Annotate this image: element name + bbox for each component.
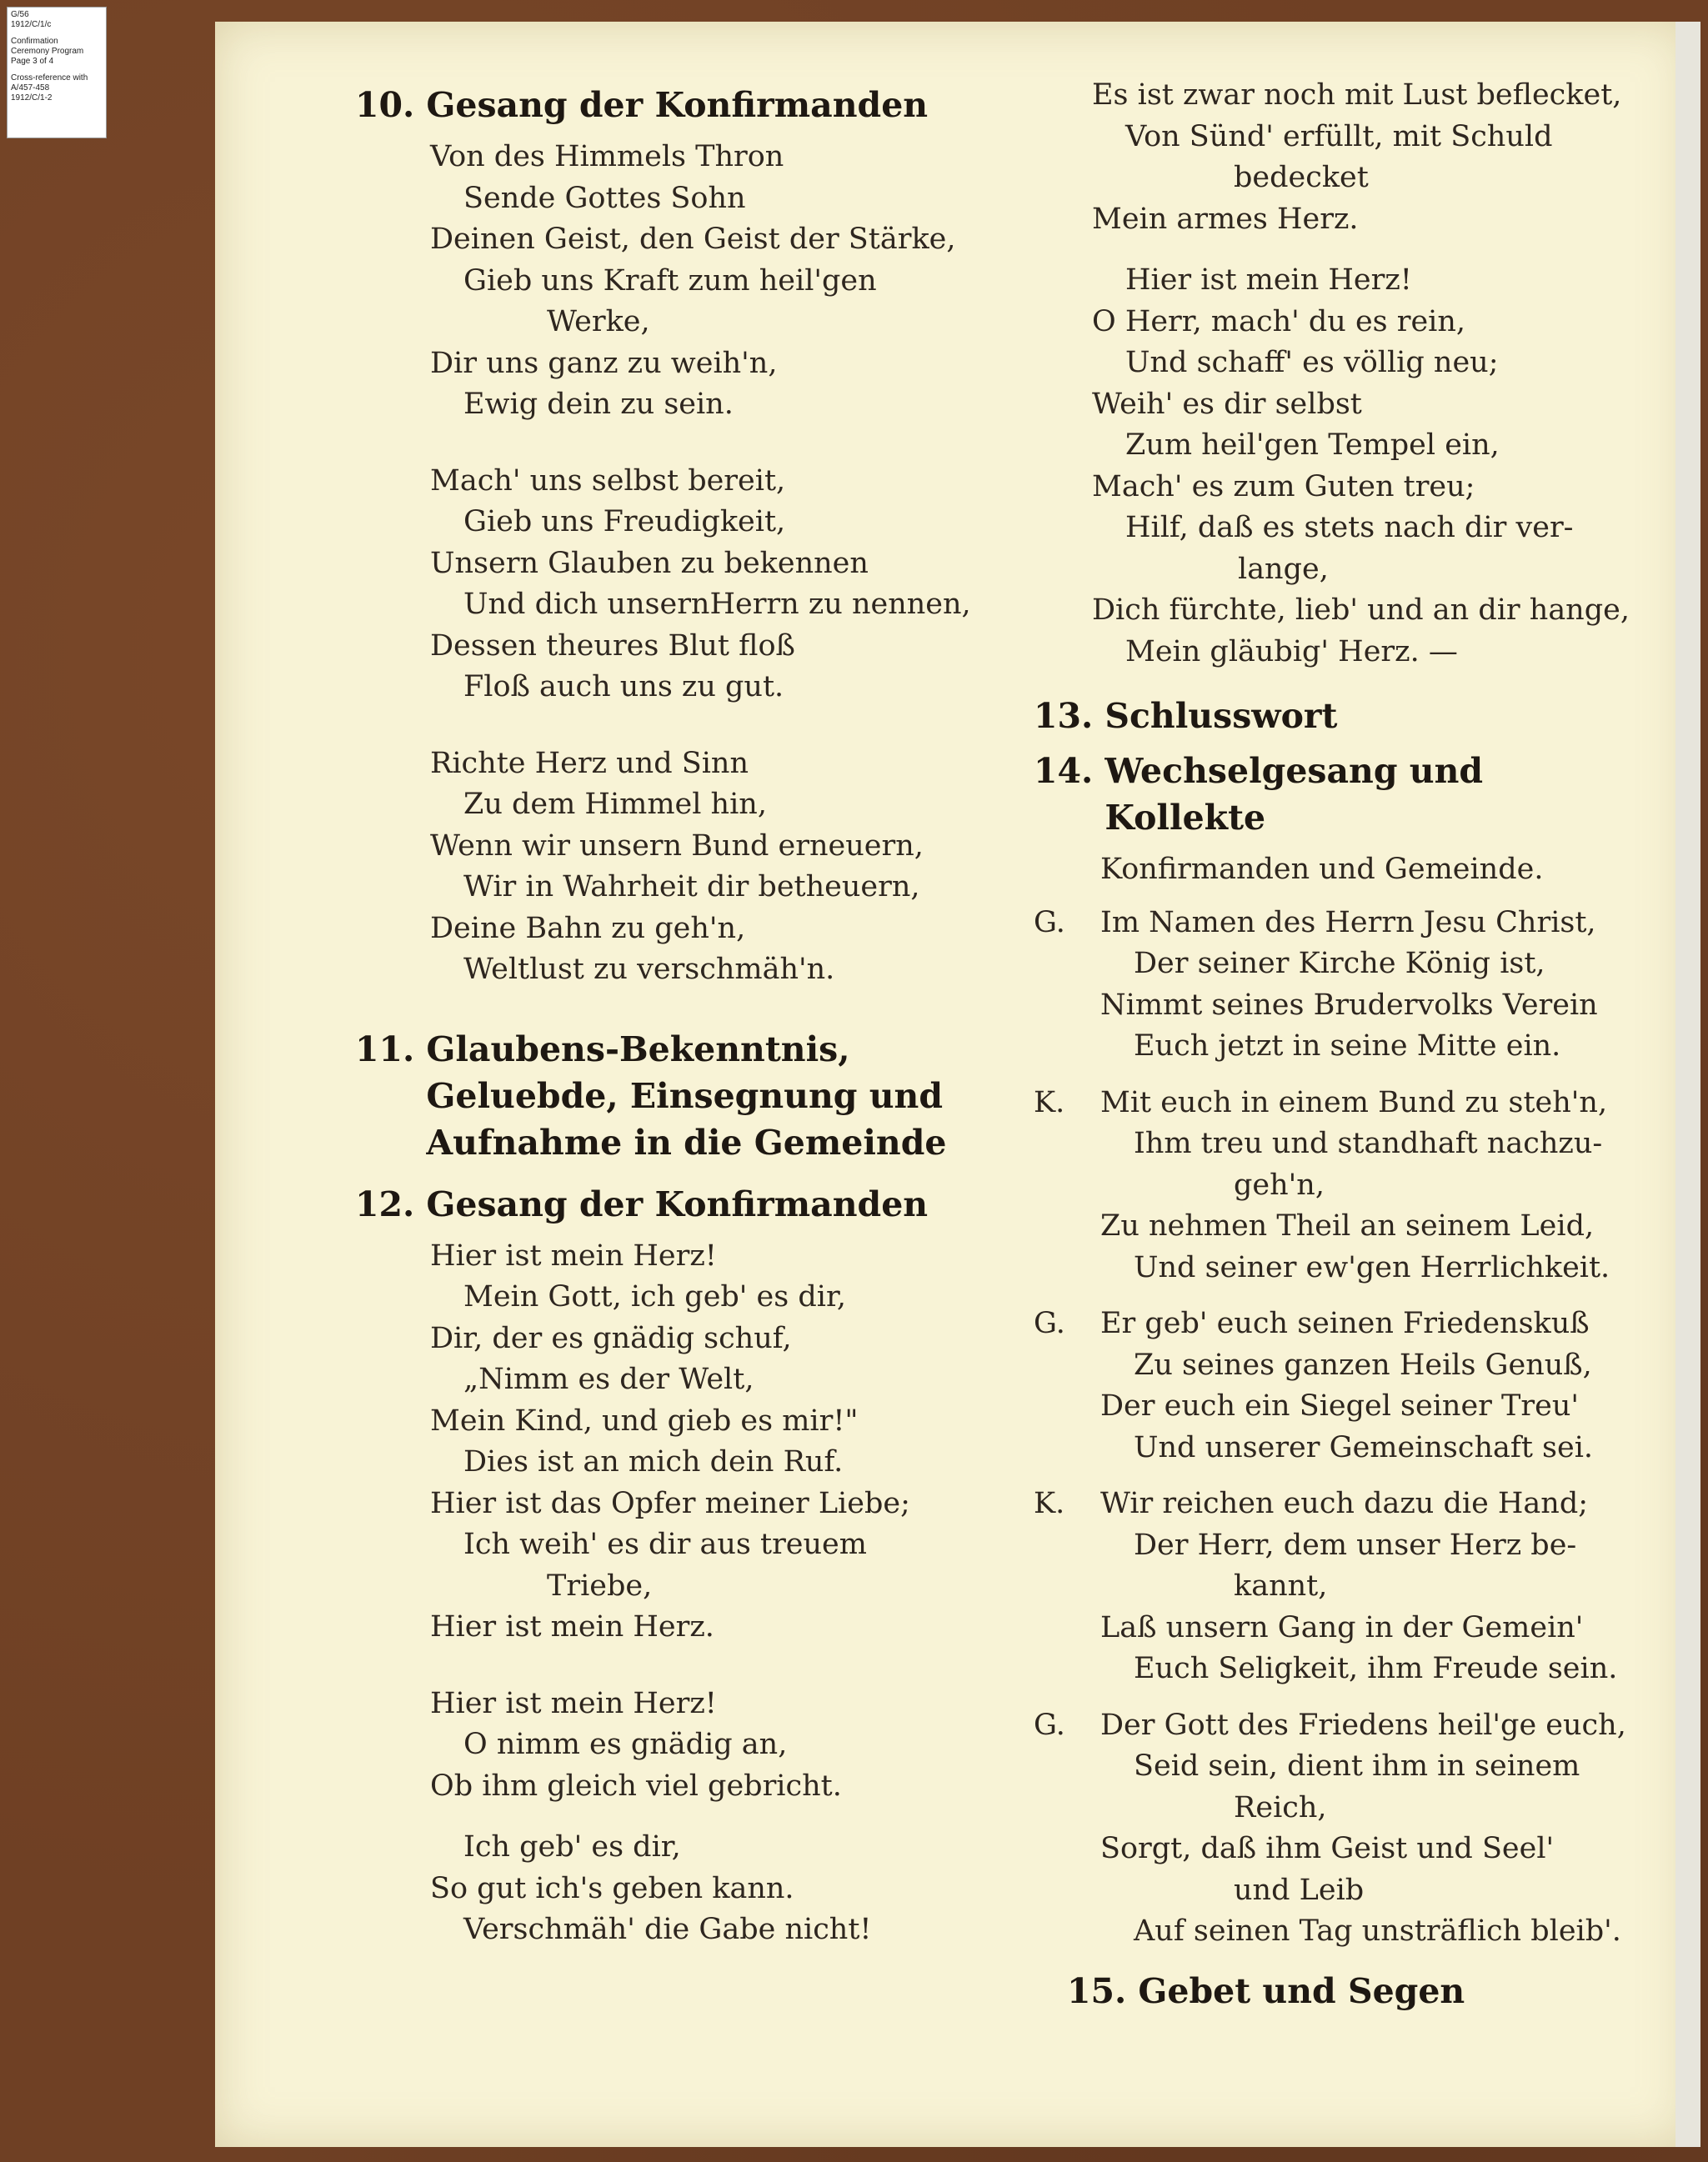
label-line: 1912/C/1/c (11, 20, 52, 29)
label-line: Ceremony Program (11, 47, 84, 56)
section-14-heading (1034, 748, 1650, 841)
section-11-heading (355, 1026, 955, 1166)
speaker-label: G. (1034, 905, 1065, 939)
label-line: Confirmation (11, 37, 58, 46)
section-15-heading (1034, 1968, 1650, 2014)
response-block (1034, 1083, 1650, 1289)
section-title: Schlusswort (1104, 696, 1338, 736)
verse-line: geh'n, (1234, 1168, 1325, 1202)
verse-line: Triebe, (547, 1569, 653, 1603)
section-13-heading (1034, 693, 1650, 739)
verse-line: Von Sünd' erfüllt, mit Schuld (1125, 119, 1553, 153)
verse-line: Auf seinen Tag unsträflich bleib'. (1134, 1914, 1621, 1948)
label-gap (11, 67, 103, 73)
page-edge (1675, 22, 1700, 2147)
response-block (1034, 1484, 1650, 1690)
verse-line: Gieb uns Freudigkeit, (463, 505, 786, 538)
left-column (355, 75, 971, 1986)
verse-line: Sende Gottes Sohn (463, 181, 746, 215)
verse-line: Ich weih' es dir aus treuem (463, 1528, 867, 1561)
verse-line: Dir, der es gnädig schuf, (430, 1321, 792, 1355)
verse-line: Mach' uns selbst bereit, (430, 463, 786, 498)
verse-line: Wenn wir unsern Bund erneuern, (430, 828, 924, 863)
section-number: 12. (355, 1184, 415, 1224)
hymn-stanza (355, 1827, 955, 1951)
section-number: 15. (1067, 1970, 1127, 2011)
verse-line: „Nimm es der Welt, (463, 1363, 754, 1396)
verse-line: Dessen theures Blut floß (430, 628, 795, 663)
label-line: 1912/C/1-2 (11, 93, 53, 103)
hymn-stanza (355, 1236, 955, 1649)
verse-line: Mein gläubig' Herz. — (1125, 634, 1458, 668)
archive-label (7, 7, 107, 138)
verse-line: So gut ich's geben kann. (430, 1871, 794, 1905)
verse-line: Werke, (547, 305, 650, 338)
label-line: A/457-458 (11, 83, 50, 93)
verse-line: Der Gott des Friedens heil'ge euch, (1100, 1708, 1626, 1742)
section-number: 10. (355, 85, 415, 125)
response-block (1034, 903, 1650, 1068)
section-title: Wechselgesang und Kollekte (1104, 751, 1484, 838)
section-title: Gesang der Konfirmanden (426, 85, 929, 125)
verse-line: Floß auch uns zu gut. (463, 670, 784, 703)
verse-line: Hier ist mein Herz! (430, 1239, 717, 1273)
speaker-label: G. (1034, 1307, 1065, 1340)
verse-line: und Leib (1234, 1873, 1365, 1907)
verse-line: Mein armes Herz. (1092, 202, 1359, 236)
verse-line: Und schaff' es völlig neu; (1125, 346, 1499, 379)
verse-line: Der seiner Kirche König ist, (1134, 947, 1545, 980)
verse-line: Zu seines ganzen Heils Genuß, (1134, 1348, 1592, 1382)
speaker-label: K. (1034, 1487, 1065, 1520)
verse-line: Mach' es zum Guten treu; (1092, 469, 1475, 503)
section-12-heading (355, 1181, 955, 1228)
verse-line: Mein Kind, und gieb es mir!" (430, 1404, 859, 1438)
verse-line: Weltlust zu verschmäh'n. (463, 953, 835, 986)
verse-line: Und seiner ew'gen Herrlichkeit. (1134, 1250, 1610, 1284)
verse-line: Wir in Wahrheit dir betheuern, (463, 870, 920, 903)
verse-line: bedecket (1234, 161, 1369, 194)
verse-line: Ich geb' es dir, (463, 1830, 681, 1864)
verse-line: Laß unsern Gang in der Gemein' (1100, 1610, 1584, 1644)
verse-line: Ewig dein zu sein. (463, 388, 734, 421)
verse-line: Hier ist das Opfer meiner Liebe; (430, 1486, 910, 1520)
verse-line: Ihm treu und standhaft nachzu- (1134, 1127, 1603, 1160)
verse-line: Wir reichen euch dazu die Hand; (1100, 1487, 1589, 1520)
verse-line: Zu nehmen Theil an seinem Leid, (1100, 1209, 1595, 1243)
verse-line: lange, (1238, 552, 1329, 586)
verse-line: Zum heil'gen Tempel ein, (1125, 428, 1500, 462)
verse-line: Mein Gott, ich geb' es dir, (463, 1280, 846, 1314)
verse-line: Hier ist mein Herz! (430, 1686, 717, 1720)
verse-line: Und dich unsernHerrn zu nennen, (463, 588, 971, 621)
right-column (1034, 75, 1650, 2023)
response-block (1034, 1705, 1650, 1953)
verse-line: Der Herr, dem unser Herz be- (1134, 1528, 1577, 1562)
verse-line: Der euch ein Siegel seiner Treu' (1100, 1389, 1579, 1423)
verse-line: Deinen Geist, den Geist der Stärke, (430, 223, 956, 256)
verse-line: O Herr, mach' du es rein, (1092, 304, 1466, 338)
response-block (1034, 1304, 1650, 1469)
verse-line: Verschmäh' die Gabe nicht! (463, 1913, 872, 1946)
verse-line: kannt, (1234, 1569, 1328, 1603)
section-10-heading (355, 82, 955, 128)
verse-line: Richte Herz und Sinn (430, 746, 749, 780)
verse-line: O nimm es gnädig an, (463, 1728, 788, 1761)
section-number: 13. (1034, 696, 1094, 736)
hymn-stanza (1034, 260, 1650, 673)
verse-line: Er geb' euch seinen Friedenskuß (1100, 1307, 1590, 1340)
verse-line: Hilf, daß es stets nach dir ver- (1125, 511, 1574, 544)
label-line: Cross-reference with (11, 73, 88, 83)
verse-line: Hier ist mein Herz! (1125, 263, 1412, 297)
verse-line: Unsern Glauben zu bekennen (430, 546, 869, 580)
label-gap (11, 30, 103, 37)
verse-line: Dir uns ganz zu weih'n, (430, 346, 778, 380)
section-number: 11. (355, 1028, 415, 1069)
section-title: Gebet und Segen (1138, 1970, 1465, 2011)
verse-line: Seid sein, dient ihm in seinem (1134, 1749, 1580, 1783)
verse-line: Euch Seligkeit, ihm Freude sein. (1134, 1652, 1618, 1685)
verse-line: Von des Himmels Thron (430, 140, 784, 173)
verse-line: Euch jetzt in seine Mitte ein. (1134, 1029, 1561, 1063)
verse-line: Im Namen des Herrn Jesu Christ, (1100, 905, 1596, 939)
label-line: G/56 (11, 10, 29, 19)
speaker-label: K. (1034, 1085, 1065, 1119)
section-subtitle: Konfirmanden und Gemeinde. (1100, 853, 1544, 886)
verse-line: Hier ist mein Herz. (430, 1610, 714, 1644)
hymn-stanza (1034, 75, 1650, 240)
verse-line: Dies ist an mich dein Ruf. (463, 1445, 844, 1479)
hymn-stanza (355, 461, 971, 708)
verse-line: Und unserer Gemeinschaft sei. (1134, 1430, 1594, 1464)
label-line: Page 3 of 4 (11, 57, 54, 66)
speaker-label: G. (1034, 1708, 1065, 1742)
section-title: Gesang der Konfirmanden (426, 1184, 929, 1224)
verse-line: Zu dem Himmel hin, (463, 788, 767, 821)
verse-line: Gieb uns Kraft zum heil'gen (463, 263, 877, 298)
verse-line: Deine Bahn zu geh'n, (430, 911, 746, 945)
verse-line: Nimmt seines Brudervolks Verein (1100, 988, 1598, 1022)
verse-line: Ob ihm gleich viel gebricht. (430, 1769, 842, 1803)
verse-line: Es ist zwar noch mit Lust beflecket, (1092, 78, 1622, 112)
verse-line: Sorgt, daß ihm Geist und Seel' (1100, 1832, 1555, 1865)
section-number: 14. (1034, 751, 1094, 791)
verse-line: Mit euch in einem Bund zu steh'n, (1100, 1085, 1608, 1119)
hymn-stanza (355, 1684, 955, 1808)
verse-line: Reich, (1234, 1790, 1327, 1824)
verse-line: Weih' es dir selbst (1092, 387, 1362, 421)
verse-line: Dich fürchte, lieb' und an dir hange, (1092, 593, 1630, 627)
section-title: Glaubens-Bekenntnis, Geluebde, Einsegnung und Aufnahme in die Gemeinde (426, 1028, 947, 1163)
hymn-stanza (355, 137, 955, 426)
hymn-stanza (355, 743, 955, 991)
